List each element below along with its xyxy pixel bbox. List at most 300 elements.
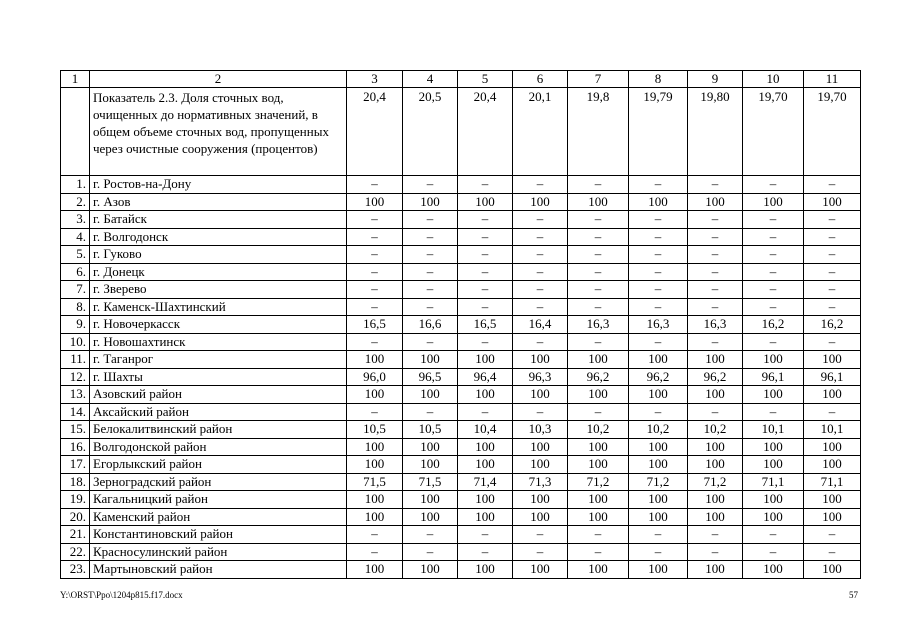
row-value: 100 — [403, 456, 458, 474]
file-path: Y:\ORST\Ppo\1204p815.f17.docx — [60, 590, 183, 600]
row-value: 100 — [513, 438, 568, 456]
indicator-value: 19,80 — [688, 88, 743, 176]
row-number: 9. — [61, 316, 90, 334]
row-value: – — [458, 543, 513, 561]
row-value: 100 — [629, 351, 688, 369]
row-value: 100 — [347, 508, 403, 526]
row-value: 100 — [403, 438, 458, 456]
row-value: – — [347, 403, 403, 421]
municipality-name: Каменский район — [90, 508, 347, 526]
row-value: – — [458, 228, 513, 246]
column-header-4: 4 — [403, 71, 458, 88]
row-number: 16. — [61, 438, 90, 456]
row-value: – — [403, 543, 458, 561]
row-value: – — [347, 176, 403, 194]
row-value: – — [804, 263, 861, 281]
indicator-value: 20,1 — [513, 88, 568, 176]
row-value: – — [513, 211, 568, 229]
municipality-name: Волгодонской район — [90, 438, 347, 456]
row-value: 100 — [743, 386, 804, 404]
row-value: 100 — [568, 508, 629, 526]
row-number: 19. — [61, 491, 90, 509]
row-value: 100 — [347, 193, 403, 211]
table-row — [61, 228, 861, 246]
row-value: 100 — [804, 456, 861, 474]
row-value: 96,4 — [458, 368, 513, 386]
row-value: – — [688, 543, 743, 561]
row-value: 10,2 — [629, 421, 688, 439]
row-value: 96,2 — [568, 368, 629, 386]
row-value: 100 — [743, 351, 804, 369]
row-value: – — [568, 281, 629, 299]
row-value: 100 — [688, 491, 743, 509]
row-value: 10,2 — [688, 421, 743, 439]
row-value: – — [743, 211, 804, 229]
row-value: 100 — [743, 456, 804, 474]
page-number: 57 — [849, 590, 858, 600]
row-number: 10. — [61, 333, 90, 351]
row-value: 100 — [743, 193, 804, 211]
row-value: 100 — [513, 386, 568, 404]
municipality-name: Зерноградский район — [90, 473, 347, 491]
row-value: 71,4 — [458, 473, 513, 491]
row-value: – — [513, 526, 568, 544]
row-value: – — [458, 281, 513, 299]
row-value: 100 — [629, 561, 688, 579]
row-value: – — [629, 281, 688, 299]
row-value: – — [743, 281, 804, 299]
row-value: 100 — [743, 508, 804, 526]
row-value: 96,1 — [804, 368, 861, 386]
indicator-value: 19,70 — [804, 88, 861, 176]
table-row — [61, 386, 861, 404]
row-value: – — [458, 298, 513, 316]
row-value: – — [513, 176, 568, 194]
municipality-name: г. Новошахтинск — [90, 333, 347, 351]
row-value: – — [629, 526, 688, 544]
indicator-name: Показатель 2.3. Доля сточных вод, очищенных до нормативных значений, в общем объеме сточных вод, пропущенных через очистные сооружения (процентов) — [90, 88, 347, 176]
row-value: 100 — [347, 351, 403, 369]
row-value: – — [804, 281, 861, 299]
column-header-2: 2 — [90, 71, 347, 88]
row-value: – — [403, 281, 458, 299]
table-row — [61, 456, 861, 474]
row-value: 100 — [403, 193, 458, 211]
row-value: 100 — [568, 386, 629, 404]
municipality-name: Мартыновский район — [90, 561, 347, 579]
row-value: 10,4 — [458, 421, 513, 439]
row-value: – — [629, 211, 688, 229]
row-value: – — [347, 333, 403, 351]
row-value: 100 — [513, 351, 568, 369]
row-value: 100 — [403, 491, 458, 509]
row-value: 10,2 — [568, 421, 629, 439]
row-number: 4. — [61, 228, 90, 246]
row-value: – — [347, 246, 403, 264]
row-value: 100 — [804, 351, 861, 369]
table-row — [61, 438, 861, 456]
row-value: – — [347, 281, 403, 299]
row-value: 100 — [568, 561, 629, 579]
row-value: 100 — [629, 386, 688, 404]
row-value: – — [458, 526, 513, 544]
row-value: 100 — [688, 386, 743, 404]
row-number: 5. — [61, 246, 90, 264]
row-value: 10,1 — [743, 421, 804, 439]
data-table — [60, 70, 861, 579]
row-value: – — [743, 298, 804, 316]
row-value: 100 — [629, 508, 688, 526]
row-value: 100 — [568, 438, 629, 456]
row-value: 100 — [458, 351, 513, 369]
row-number: 2. — [61, 193, 90, 211]
row-value: 16,2 — [804, 316, 861, 334]
row-value: – — [403, 228, 458, 246]
row-value: 16,4 — [513, 316, 568, 334]
row-value: – — [629, 543, 688, 561]
row-value: – — [629, 228, 688, 246]
table-row — [61, 193, 861, 211]
row-value: 100 — [568, 193, 629, 211]
row-value: – — [347, 263, 403, 281]
row-value: – — [688, 246, 743, 264]
table-body — [61, 71, 861, 579]
row-value: 100 — [403, 508, 458, 526]
row-value: – — [629, 333, 688, 351]
row-value: – — [403, 176, 458, 194]
row-value: – — [568, 333, 629, 351]
row-value: – — [743, 263, 804, 281]
column-header-8: 8 — [629, 71, 688, 88]
row-value: 100 — [458, 491, 513, 509]
row-value: 100 — [568, 491, 629, 509]
row-number: 17. — [61, 456, 90, 474]
row-value: 100 — [513, 456, 568, 474]
row-value: 16,6 — [403, 316, 458, 334]
row-value: – — [568, 263, 629, 281]
row-value: 100 — [513, 193, 568, 211]
table-row — [61, 246, 861, 264]
row-value: – — [513, 281, 568, 299]
indicator-value: 20,4 — [347, 88, 403, 176]
municipality-name: г. Донецк — [90, 263, 347, 281]
row-value: – — [513, 263, 568, 281]
row-value: 100 — [629, 456, 688, 474]
row-value: 100 — [804, 508, 861, 526]
table-row — [61, 176, 861, 194]
municipality-name: г. Зверево — [90, 281, 347, 299]
row-value: 100 — [347, 386, 403, 404]
row-value: – — [804, 228, 861, 246]
row-value: 100 — [568, 456, 629, 474]
row-value: – — [688, 211, 743, 229]
row-value: – — [688, 526, 743, 544]
row-value: 71,2 — [568, 473, 629, 491]
indicator-value: 19,70 — [743, 88, 804, 176]
row-value: – — [743, 246, 804, 264]
row-number: 22. — [61, 543, 90, 561]
row-value: – — [804, 298, 861, 316]
row-value: 100 — [743, 561, 804, 579]
column-header-6: 6 — [513, 71, 568, 88]
row-value: 10,1 — [804, 421, 861, 439]
row-value: – — [804, 246, 861, 264]
row-value: 10,5 — [403, 421, 458, 439]
row-value: 100 — [743, 438, 804, 456]
row-value: – — [629, 263, 688, 281]
row-value: 71,5 — [403, 473, 458, 491]
row-value: 71,1 — [804, 473, 861, 491]
row-number: 3. — [61, 211, 90, 229]
row-value: 100 — [458, 508, 513, 526]
row-value: 71,2 — [629, 473, 688, 491]
row-value: 96,2 — [688, 368, 743, 386]
row-value: 71,5 — [347, 473, 403, 491]
row-value: – — [403, 211, 458, 229]
table-row — [61, 316, 861, 334]
row-value: 16,3 — [688, 316, 743, 334]
row-value: 71,1 — [743, 473, 804, 491]
row-number: 23. — [61, 561, 90, 579]
row-value: 100 — [403, 561, 458, 579]
row-value: 100 — [513, 561, 568, 579]
row-value: – — [347, 298, 403, 316]
row-number: 18. — [61, 473, 90, 491]
municipality-name: г. Шахты — [90, 368, 347, 386]
row-value: – — [513, 228, 568, 246]
row-number: 11. — [61, 351, 90, 369]
column-header-10: 10 — [743, 71, 804, 88]
row-value: – — [568, 176, 629, 194]
row-value: 100 — [347, 438, 403, 456]
table-row — [61, 561, 861, 579]
row-value: 100 — [688, 561, 743, 579]
municipality-name: Аксайский район — [90, 403, 347, 421]
row-value: – — [568, 211, 629, 229]
row-value: – — [513, 333, 568, 351]
row-value: – — [688, 403, 743, 421]
row-value: – — [688, 281, 743, 299]
row-value: 10,3 — [513, 421, 568, 439]
row-value: – — [458, 403, 513, 421]
row-value: – — [804, 543, 861, 561]
municipality-name: г. Батайск — [90, 211, 347, 229]
table-row — [61, 543, 861, 561]
municipality-name: Константиновский район — [90, 526, 347, 544]
row-value: – — [688, 228, 743, 246]
indicator-value: 19,79 — [629, 88, 688, 176]
table-row — [61, 263, 861, 281]
row-value: – — [568, 228, 629, 246]
row-value: – — [804, 333, 861, 351]
row-value: – — [568, 246, 629, 264]
indicator-value: 20,5 — [403, 88, 458, 176]
table-row — [61, 298, 861, 316]
row-value: – — [513, 403, 568, 421]
row-value: – — [403, 246, 458, 264]
column-header-11: 11 — [804, 71, 861, 88]
municipality-name: Кагальницкий район — [90, 491, 347, 509]
row-value: – — [804, 526, 861, 544]
row-value: 16,5 — [458, 316, 513, 334]
row-value: – — [688, 263, 743, 281]
municipality-name: Егорлыкский район — [90, 456, 347, 474]
table-row — [61, 351, 861, 369]
row-value: – — [743, 228, 804, 246]
row-value: 100 — [403, 351, 458, 369]
table-row — [61, 508, 861, 526]
row-value: 100 — [513, 491, 568, 509]
column-number-row — [61, 71, 861, 88]
row-value: 96,0 — [347, 368, 403, 386]
row-value: – — [347, 228, 403, 246]
column-header-1: 1 — [61, 71, 90, 88]
row-value: – — [743, 403, 804, 421]
table-row — [61, 491, 861, 509]
row-value: 100 — [347, 456, 403, 474]
municipality-name: г. Каменск-Шахтинский — [90, 298, 347, 316]
municipality-name: Красносулинский район — [90, 543, 347, 561]
municipality-name: г. Таганрог — [90, 351, 347, 369]
row-number: 7. — [61, 281, 90, 299]
row-value: 16,5 — [347, 316, 403, 334]
row-value: 100 — [458, 456, 513, 474]
row-number: 8. — [61, 298, 90, 316]
row-value: – — [688, 298, 743, 316]
row-value: – — [458, 263, 513, 281]
row-value: 16,3 — [568, 316, 629, 334]
row-value: 71,2 — [688, 473, 743, 491]
column-header-9: 9 — [688, 71, 743, 88]
municipality-name: Азовский район — [90, 386, 347, 404]
row-value: 96,5 — [403, 368, 458, 386]
row-value: – — [688, 176, 743, 194]
row-value: – — [403, 333, 458, 351]
row-value: 71,3 — [513, 473, 568, 491]
row-number: 21. — [61, 526, 90, 544]
row-number: 15. — [61, 421, 90, 439]
row-number: 6. — [61, 263, 90, 281]
column-header-3: 3 — [347, 71, 403, 88]
row-value: 100 — [804, 561, 861, 579]
row-value: – — [568, 298, 629, 316]
indicator-value: 20,4 — [458, 88, 513, 176]
row-value: 100 — [688, 193, 743, 211]
table-row — [61, 403, 861, 421]
row-value: 100 — [629, 491, 688, 509]
row-value: – — [347, 543, 403, 561]
row-value: 100 — [347, 561, 403, 579]
row-value: – — [513, 298, 568, 316]
row-value: 96,1 — [743, 368, 804, 386]
row-number: 1. — [61, 176, 90, 194]
municipality-name: г. Гуково — [90, 246, 347, 264]
row-value: 100 — [688, 438, 743, 456]
row-value: – — [629, 246, 688, 264]
row-value: – — [568, 543, 629, 561]
row-number: 12. — [61, 368, 90, 386]
municipality-name: г. Ростов-на-Дону — [90, 176, 347, 194]
row-value: – — [804, 176, 861, 194]
row-value: 100 — [458, 386, 513, 404]
table-row — [61, 421, 861, 439]
row-value: – — [568, 403, 629, 421]
row-value: 100 — [743, 491, 804, 509]
row-value: – — [568, 526, 629, 544]
row-value: – — [629, 403, 688, 421]
row-value: 100 — [458, 193, 513, 211]
row-value: – — [458, 211, 513, 229]
row-value: – — [403, 263, 458, 281]
column-header-7: 7 — [568, 71, 629, 88]
row-value: 96,2 — [629, 368, 688, 386]
municipality-name: г. Азов — [90, 193, 347, 211]
row-value: – — [743, 176, 804, 194]
indicator-row — [61, 88, 861, 176]
municipality-name: г. Новочеркасск — [90, 316, 347, 334]
row-value: 96,3 — [513, 368, 568, 386]
row-value: – — [743, 333, 804, 351]
table-row — [61, 333, 861, 351]
row-value: 100 — [688, 508, 743, 526]
row-value: 100 — [458, 438, 513, 456]
indicator-value: 19,8 — [568, 88, 629, 176]
row-value: 100 — [629, 193, 688, 211]
row-value: – — [458, 246, 513, 264]
row-value: 100 — [629, 438, 688, 456]
row-value: – — [458, 176, 513, 194]
row-value: 100 — [804, 193, 861, 211]
indicator-number — [61, 88, 90, 176]
row-value: – — [743, 543, 804, 561]
row-value: 100 — [804, 386, 861, 404]
row-number: 20. — [61, 508, 90, 526]
row-value: 100 — [347, 491, 403, 509]
row-value: 100 — [458, 561, 513, 579]
row-value: 100 — [804, 491, 861, 509]
row-value: 100 — [688, 456, 743, 474]
row-value: 100 — [804, 438, 861, 456]
municipality-name: Белокалитвинский район — [90, 421, 347, 439]
row-value: 10,5 — [347, 421, 403, 439]
row-value: – — [804, 211, 861, 229]
row-value: 100 — [688, 351, 743, 369]
table-row — [61, 526, 861, 544]
row-number: 14. — [61, 403, 90, 421]
column-header-5: 5 — [458, 71, 513, 88]
row-value: – — [347, 211, 403, 229]
row-value: 16,3 — [629, 316, 688, 334]
row-value: – — [403, 526, 458, 544]
row-value: 100 — [513, 508, 568, 526]
row-value: – — [403, 403, 458, 421]
row-value: – — [804, 403, 861, 421]
row-value: 100 — [403, 386, 458, 404]
table-row — [61, 473, 861, 491]
row-value: – — [688, 333, 743, 351]
row-value: – — [347, 526, 403, 544]
row-value: – — [743, 526, 804, 544]
row-value: – — [513, 246, 568, 264]
table-row — [61, 368, 861, 386]
table-row — [61, 211, 861, 229]
row-value: – — [629, 298, 688, 316]
row-value: 100 — [568, 351, 629, 369]
row-value: 16,2 — [743, 316, 804, 334]
row-value: – — [629, 176, 688, 194]
row-value: – — [458, 333, 513, 351]
municipality-name: г. Волгодонск — [90, 228, 347, 246]
